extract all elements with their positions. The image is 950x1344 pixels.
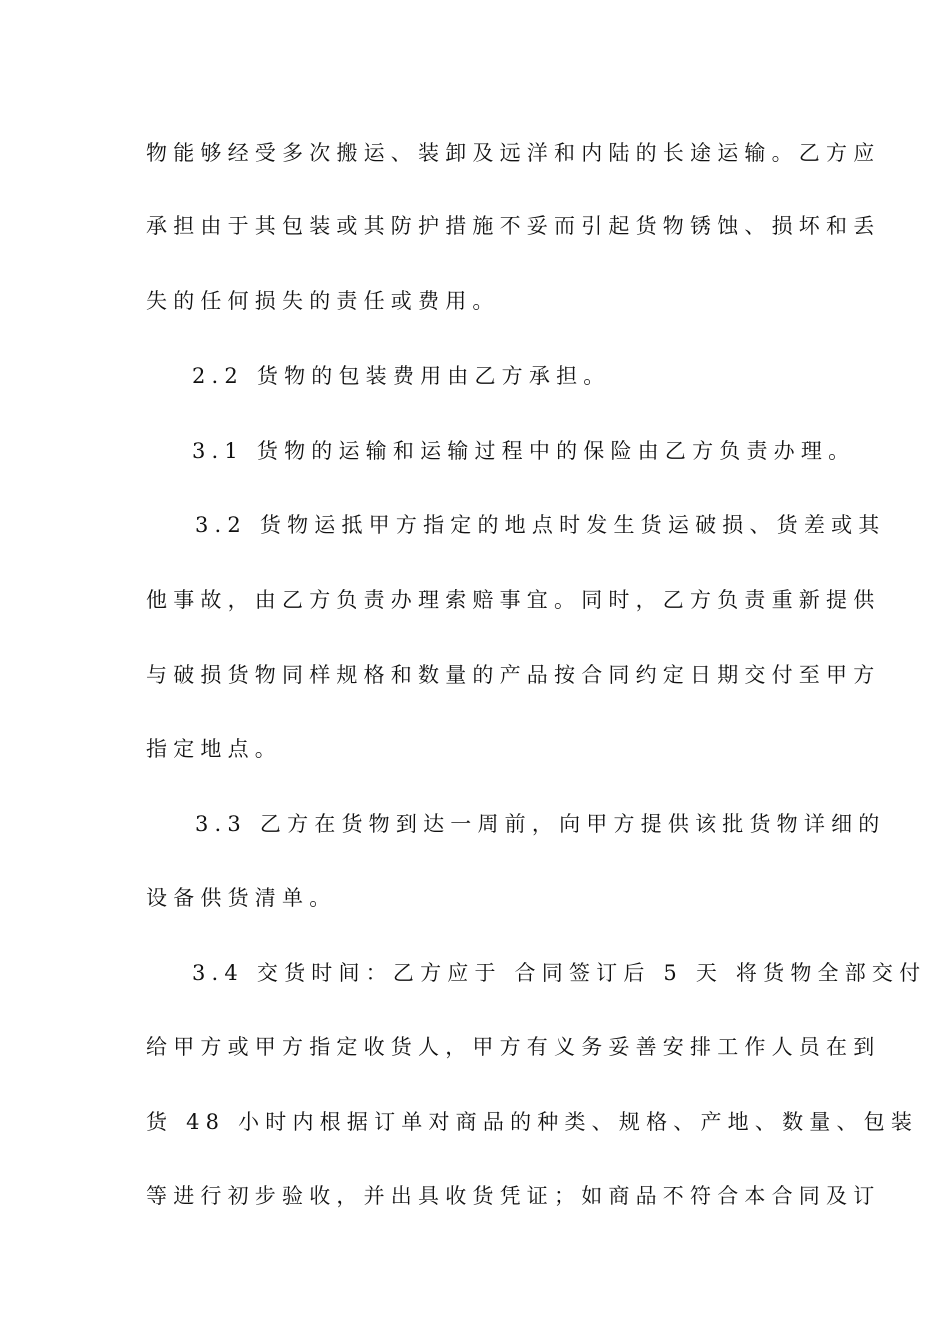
paragraph-line: 与破损货物同样规格和数量的产品按合同约定日期交付至甲方 xyxy=(146,663,881,687)
clause-3-1: 3.1 货物的运输和运输过程中的保险由乙方负责办理。 xyxy=(192,439,856,463)
paragraph-line: 设备供货清单。 xyxy=(146,886,337,910)
paragraph-line: 货 48 小时内根据订单对商品的种类、规格、产地、数量、包装 xyxy=(146,1110,919,1134)
paragraph-line: 等进行初步验收，并出具收货凭证；如商品不符合本合同及订 xyxy=(146,1184,881,1208)
paragraph-line: 物能够经受多次搬运、装卸及远洋和内陆的长途运输。乙方应 xyxy=(146,141,881,165)
clause-3-4: 3.4 交货时间：乙方应于 合同签订后 5 天 将货物全部交付 xyxy=(192,961,927,985)
clause-3-2: 3.2 货物运抵甲方指定的地点时发生货运破损、货差或其 xyxy=(195,513,886,537)
clause-2-2: 2.2 货物的包装费用由乙方承担。 xyxy=(192,364,611,388)
paragraph-line: 他事故，由乙方负责办理索赔事宜。同时，乙方负责重新提供 xyxy=(146,588,881,612)
clause-3-3: 3.3 乙方在货物到达一周前，向甲方提供该批货物详细的 xyxy=(195,812,886,836)
paragraph-line: 承担由于其包装或其防护措施不妥而引起货物锈蚀、损坏和丢 xyxy=(146,214,881,238)
paragraph-line: 给甲方或甲方指定收货人，甲方有义务妥善安排工作人员在到 xyxy=(146,1035,881,1059)
paragraph-line: 指定地点。 xyxy=(146,737,282,761)
paragraph-line: 失的任何损失的责任或费用。 xyxy=(146,289,500,313)
